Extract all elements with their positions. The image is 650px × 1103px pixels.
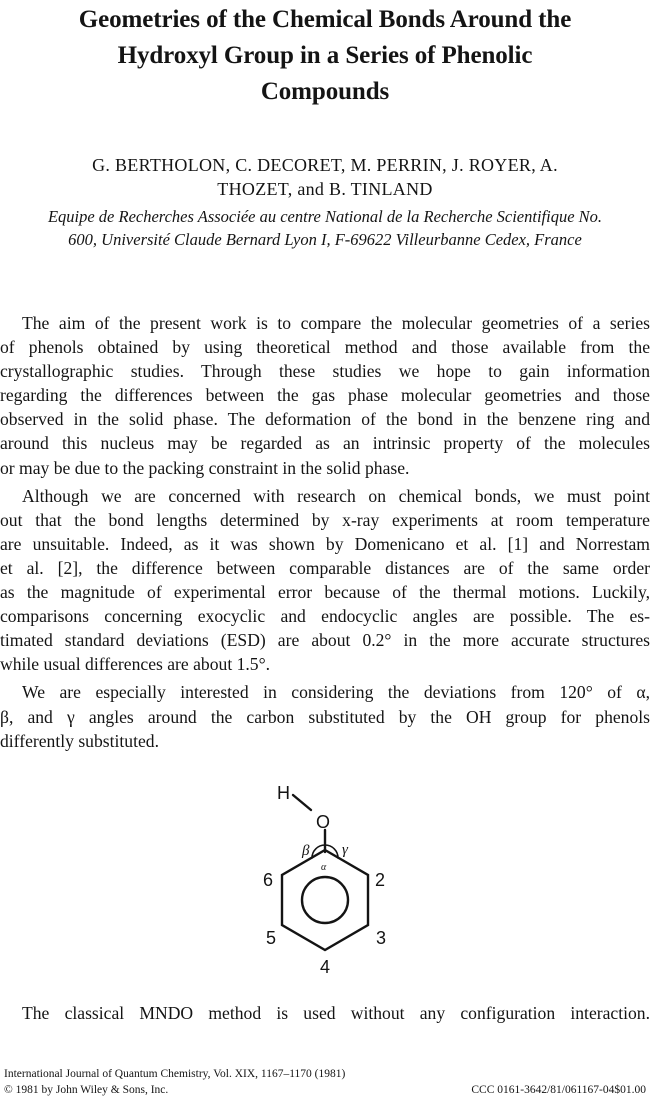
paragraph-line: observed in the solid phase. The deformation of the bond in the benzene ring and xyxy=(0,409,650,430)
paragraph-line: regarding the differences between the gas phase molecular geometries and those xyxy=(0,385,650,406)
paragraph-line: We are especially interested in considering the deviations from 120° of α, xyxy=(22,682,650,703)
paragraph-line: timated standard deviations (ESD) are about 0.2° in the more accurate structures xyxy=(0,630,650,651)
affiliation-line-2: 600, Université Claude Bernard Lyon I, F-69622 Villeurbanne Cedex, France xyxy=(68,230,582,249)
beta-label: β xyxy=(302,843,310,859)
paragraph-line: while usual differences are about 1.5°. xyxy=(0,654,271,675)
paragraph-line: out that the bond lengths determined by x-ray experiments at room temperature xyxy=(0,509,650,530)
affiliation-line-1: Equipe de Recherches Associée au centre National de la Recherche Scientifique No. xyxy=(47,207,603,226)
hydrogen-label: H xyxy=(277,783,290,803)
paragraph-line: β, and γ angles around the carbon substituted by the OH group for phenols xyxy=(0,706,650,727)
h-o-bond xyxy=(293,795,311,810)
title-line-3: Compounds xyxy=(260,78,390,105)
gamma-label: γ xyxy=(342,842,348,858)
author-list xyxy=(20,153,630,201)
paragraph-line: et al. [2], the difference between comparable distances are of the same order xyxy=(0,557,650,578)
paragraph-line: of phenols obtained by using theoretical method and those available from the xyxy=(0,337,650,358)
position-4-label: 4 xyxy=(320,957,331,977)
paper-title xyxy=(0,2,650,110)
ccc-code: CCC 0161-3642/81/061167-04$01.00 xyxy=(471,1084,646,1096)
paragraph-line: comparisons concerning exocyclic and endocyclic angles are possible. The es- xyxy=(0,606,650,627)
position-6-label: 6 xyxy=(263,870,274,890)
position-3-label: 3 xyxy=(376,928,387,948)
page-footer xyxy=(4,1066,646,1098)
aromatic-circle xyxy=(302,877,348,923)
copyright-notice: © 1981 by John Wiley & Sons, Inc. xyxy=(4,1084,169,1096)
alpha-label: α xyxy=(321,862,327,873)
journal-citation: International Journal of Quantum Chemistry, Vol. XIX, 1167–1170 (1981) xyxy=(4,1068,346,1080)
paragraph-line: differently substituted. xyxy=(0,730,159,751)
title-line-2: Hydroxyl Group in a Series of Phenolic xyxy=(117,42,533,69)
authors-line-2: THOZET, and B. TINLAND xyxy=(217,179,433,199)
paragraph-line: are unsuitable. Indeed, as it was shown by Domenicano et al. [1] and Norrestam xyxy=(0,533,650,554)
paragraph-line: around this nucleus may be regarded as an intrinsic property of the molecules xyxy=(0,433,650,454)
paragraph-line: or may be due to the packing constraint in the solid phase. xyxy=(0,457,410,478)
body-text xyxy=(0,311,650,753)
method-statement: The classical MNDO method is used without any configuration interaction. xyxy=(22,1003,650,1023)
paragraph-line: The aim of the present work is to compare the molecular geometries of a series xyxy=(22,313,650,333)
position-2-label: 2 xyxy=(375,870,386,890)
paragraph-line: as the magnitude of experimental error because of the thermal motions. Luckily, xyxy=(0,582,650,603)
affiliation xyxy=(0,205,650,251)
position-5-label: 5 xyxy=(266,928,277,948)
paragraph-line: crystallographic studies. Through these studies we hope to gain information xyxy=(0,361,650,382)
phenol-structure-diagram xyxy=(255,772,415,992)
title-line-1: Geometries of the Chemical Bonds Around the xyxy=(78,6,572,33)
oxygen-label: O xyxy=(316,812,331,832)
authors-line-1: G. BERTHOLON, C. DECORET, M. PERRIN, J. ROYER, A. xyxy=(92,155,558,175)
paragraph-line: Although we are concerned with research on chemical bonds, we must point xyxy=(22,485,650,506)
